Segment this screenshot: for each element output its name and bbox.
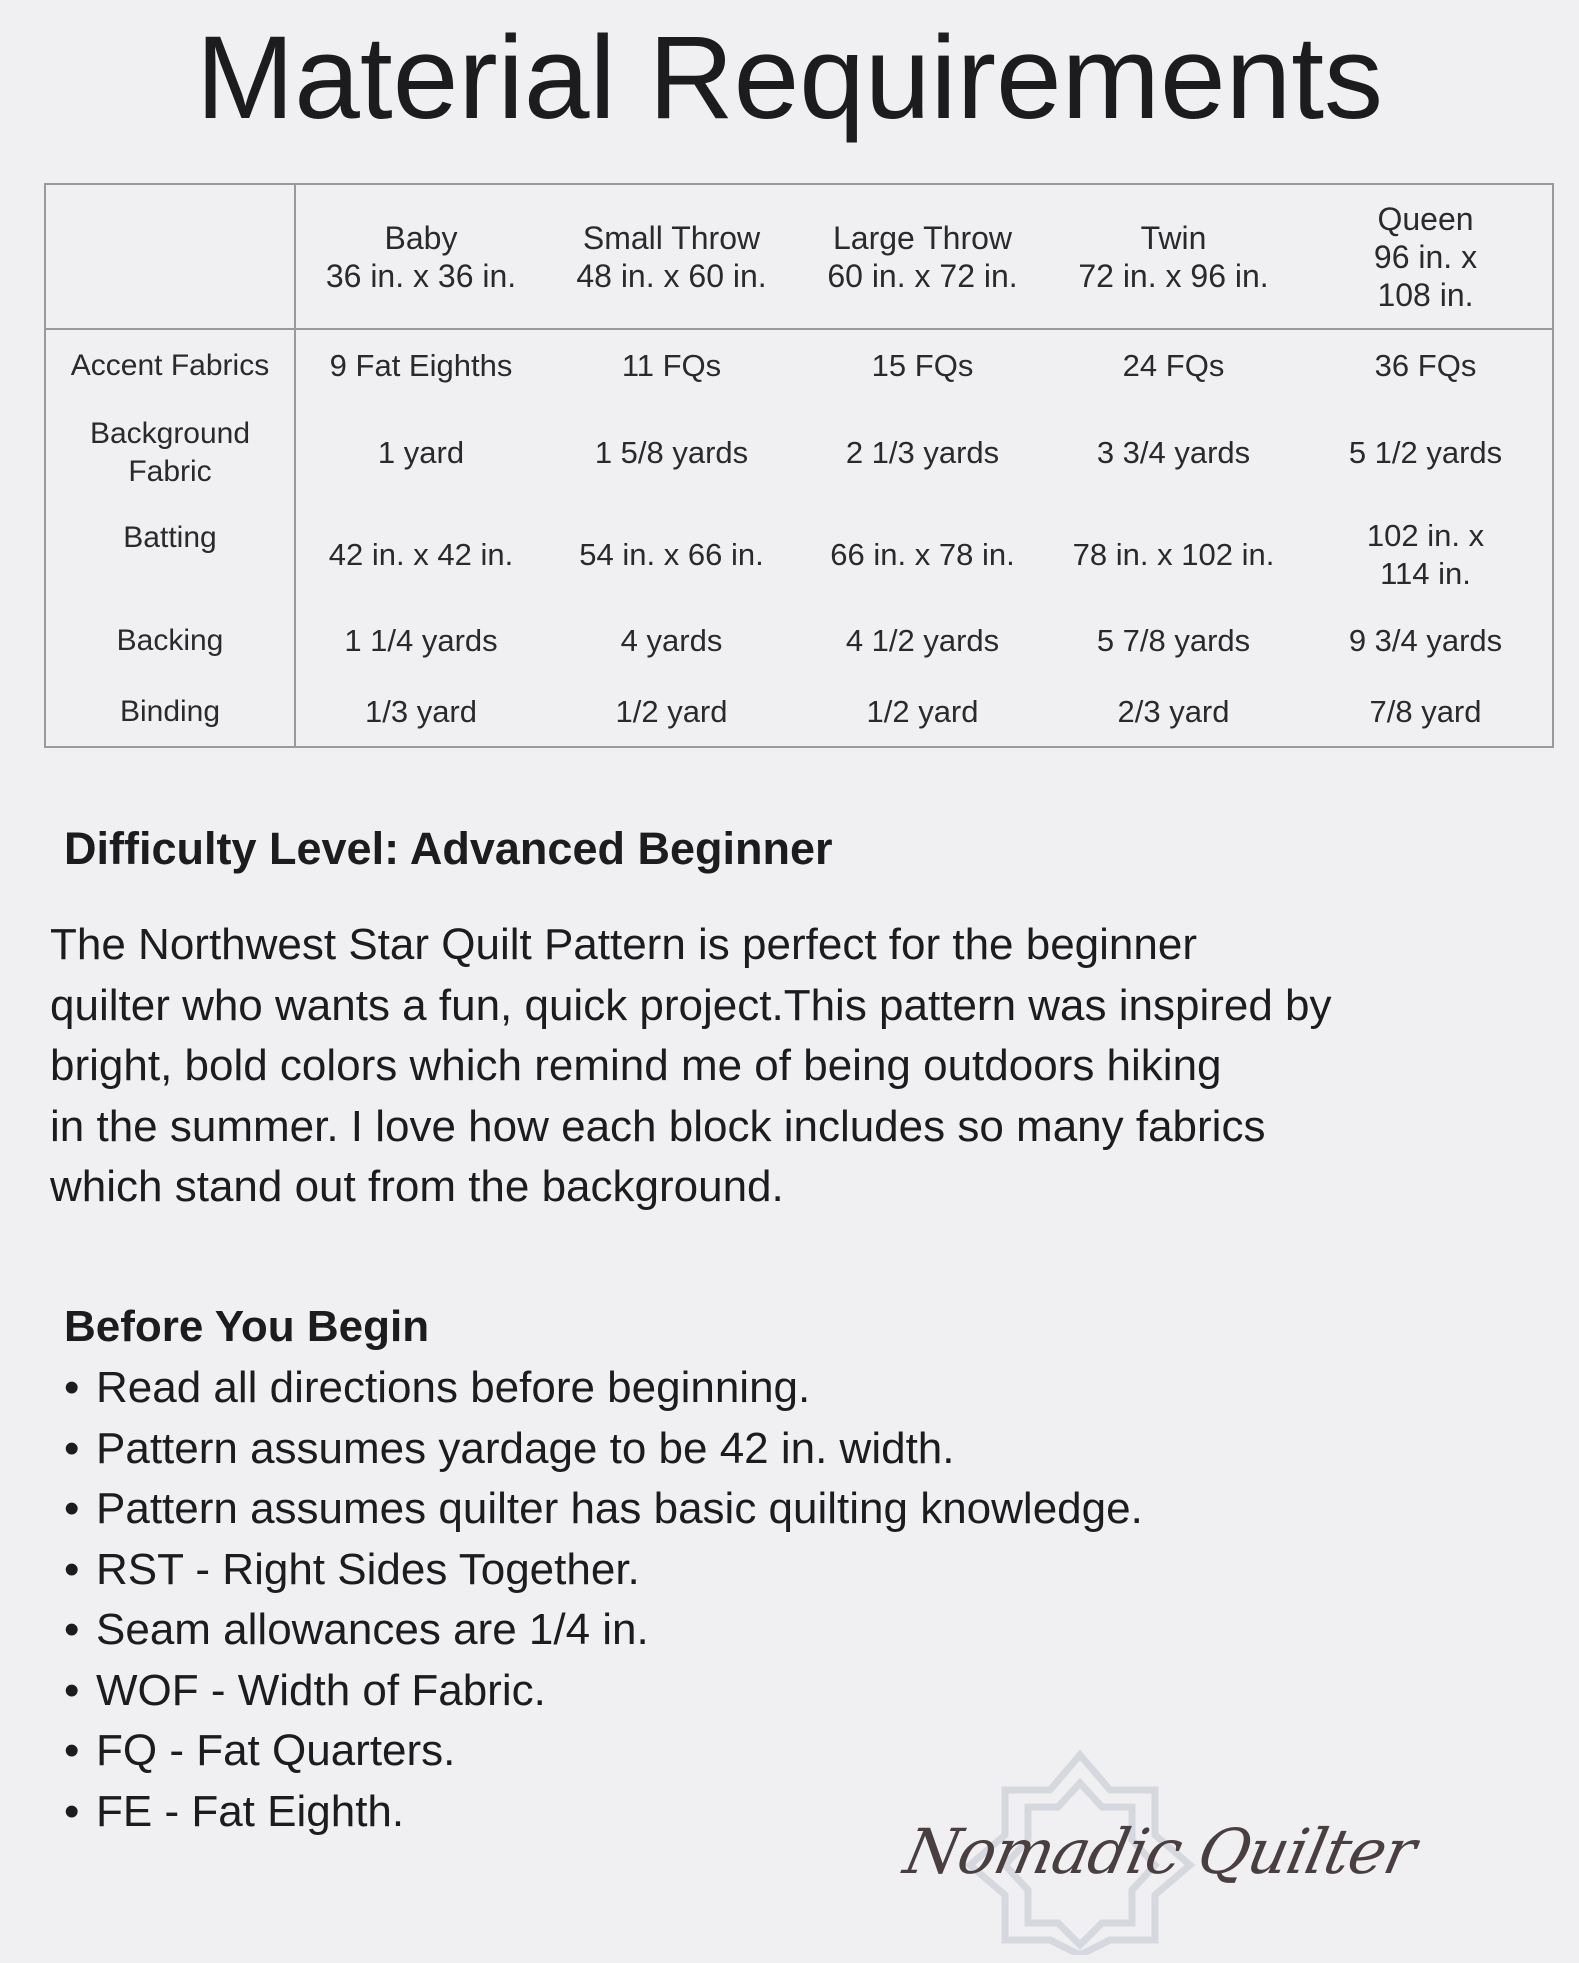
list-item: [64, 1661, 1143, 1722]
description-line: quilter who wants a fun, quick project.This pattern was inspired by: [50, 980, 1332, 1030]
column-header-twin: [1048, 184, 1299, 329]
list-item: [64, 1419, 1143, 1480]
table-cell: 5 1/2 yards: [1348, 435, 1503, 470]
table-row-accent-fabrics: [45, 329, 1553, 401]
column-name: Twin: [1140, 219, 1207, 256]
column-name: Baby: [384, 219, 458, 256]
table-cell: 11 FQs: [621, 347, 722, 383]
list-item: [64, 1540, 1143, 1601]
list-item-text: FQ - Fat Quarters.: [96, 1726, 456, 1775]
column-size: 36 in. x 36 in.: [325, 257, 517, 294]
table-cell: 1/3 yard: [364, 693, 477, 729]
table-cell: 3 3/4 yards: [1096, 435, 1251, 470]
column-name: Small Throw: [582, 219, 761, 256]
table-cell: 7/8 yard: [1369, 693, 1482, 729]
list-item-text: Read all directions before beginning.: [96, 1363, 811, 1412]
list-item: [64, 1358, 1143, 1419]
column-size: 60 in. x 72 in.: [827, 257, 1018, 294]
table-cell: 78 in. x 102 in.: [1072, 537, 1275, 572]
column-header-small-throw: [546, 184, 797, 329]
table-cell: [1299, 505, 1553, 605]
column-size: 108 in.: [1377, 276, 1474, 313]
column-name: Large Throw: [832, 219, 1013, 256]
table-cell: 1/2 yard: [615, 693, 728, 729]
description-line: bright, bold colors which remind me of being outdoors hiking: [50, 1041, 1222, 1090]
table-header-row: [45, 184, 1553, 329]
list-item-text: Seam allowances are 1/4 in.: [96, 1605, 649, 1654]
bullet-icon: •: [64, 1605, 80, 1654]
column-size: 48 in. x 60 in.: [576, 257, 767, 294]
column-header-queen: [1299, 184, 1553, 329]
table-row-background-fabric: [45, 401, 1553, 505]
list-item: [64, 1479, 1143, 1540]
table-cell: 1 1/4 yards: [344, 623, 498, 658]
table-cell: 1 yard: [377, 435, 465, 470]
cell-line: 102 in. x: [1366, 518, 1485, 553]
table-cell: 9 Fat Eighths: [329, 347, 513, 383]
table-cell: 54 in. x 66 in.: [579, 537, 764, 572]
list-item-text: FE - Fat Eighth.: [96, 1786, 405, 1836]
page-title: Material Requirements: [195, 12, 1384, 144]
bullet-icon: •: [64, 1484, 80, 1533]
table-cell: 4 1/2 yards: [845, 623, 1000, 658]
list-item: [64, 1600, 1143, 1661]
row-label: Accent Fabrics: [45, 329, 295, 401]
table-cell: 36 FQs: [1374, 347, 1477, 383]
table-cell: 1/2 yard: [866, 693, 979, 729]
description-line: The Northwest Star Quilt Pattern is perfect for the beginner: [50, 920, 1197, 969]
bullet-icon: •: [64, 1665, 80, 1715]
table-cell: 1 5/8 yards: [594, 435, 749, 470]
column-header-baby: [295, 184, 546, 329]
table-row-batting: [45, 505, 1553, 605]
table-cell: 42 in. x 42 in.: [328, 537, 514, 572]
column-size: 72 in. x 96 in.: [1078, 257, 1269, 294]
table-row-binding: [45, 677, 1553, 747]
table-cell: 2 1/3 yards: [845, 435, 1000, 470]
column-size: 96 in. x: [1373, 238, 1478, 275]
before-you-begin-heading: Before You Begin: [64, 1302, 430, 1351]
row-label-line: Fabric: [128, 455, 212, 488]
list-item-text: RST - Right Sides Together.: [96, 1544, 640, 1594]
bullet-icon: •: [64, 1726, 80, 1775]
row-label: [45, 401, 295, 505]
row-label-line: Background: [89, 417, 251, 450]
table-corner-cell: [45, 184, 295, 329]
table-cell: 24 FQs: [1122, 347, 1225, 383]
table-cell: 4 yards: [620, 623, 723, 658]
bullet-icon: •: [64, 1423, 80, 1473]
nomadic-quilter-logo: [898, 1745, 1422, 1955]
difficulty-level: Difficulty Level: Advanced Beginner: [64, 823, 833, 874]
column-name: Queen: [1377, 200, 1474, 237]
list-item-text: Pattern assumes yardage to be 42 in. width.: [96, 1423, 955, 1473]
table-cell: 9 3/4 yards: [1348, 623, 1503, 658]
bullet-icon: •: [64, 1786, 80, 1836]
table-cell: 5 7/8 yards: [1096, 623, 1251, 658]
row-label: Backing: [45, 605, 295, 677]
pattern-description: [50, 915, 1550, 1218]
column-header-large-throw: [797, 184, 1048, 329]
table-row-backing: [45, 605, 1553, 677]
description-line: in the summer. I love how each block includes so many fabrics: [50, 1101, 1266, 1151]
bullet-icon: •: [64, 1544, 80, 1594]
material-requirements-table: [44, 183, 1554, 748]
row-label: Batting: [45, 505, 295, 605]
list-item-text: WOF - Width of Fabric.: [96, 1665, 546, 1715]
table-cell: 15 FQs: [871, 347, 974, 383]
cell-line: 114 in.: [1380, 556, 1471, 591]
description-line: which stand out from the background.: [50, 1162, 784, 1211]
logo-signature: Nomadic Quilter: [898, 1815, 1422, 1888]
table-cell: 2/3 yard: [1117, 693, 1230, 729]
list-item-text: Pattern assumes quilter has basic quilting knowledge.: [96, 1484, 1143, 1533]
row-label: Binding: [45, 677, 295, 747]
bullet-icon: •: [64, 1363, 80, 1412]
table-cell: 66 in. x 78 in.: [830, 537, 1015, 572]
